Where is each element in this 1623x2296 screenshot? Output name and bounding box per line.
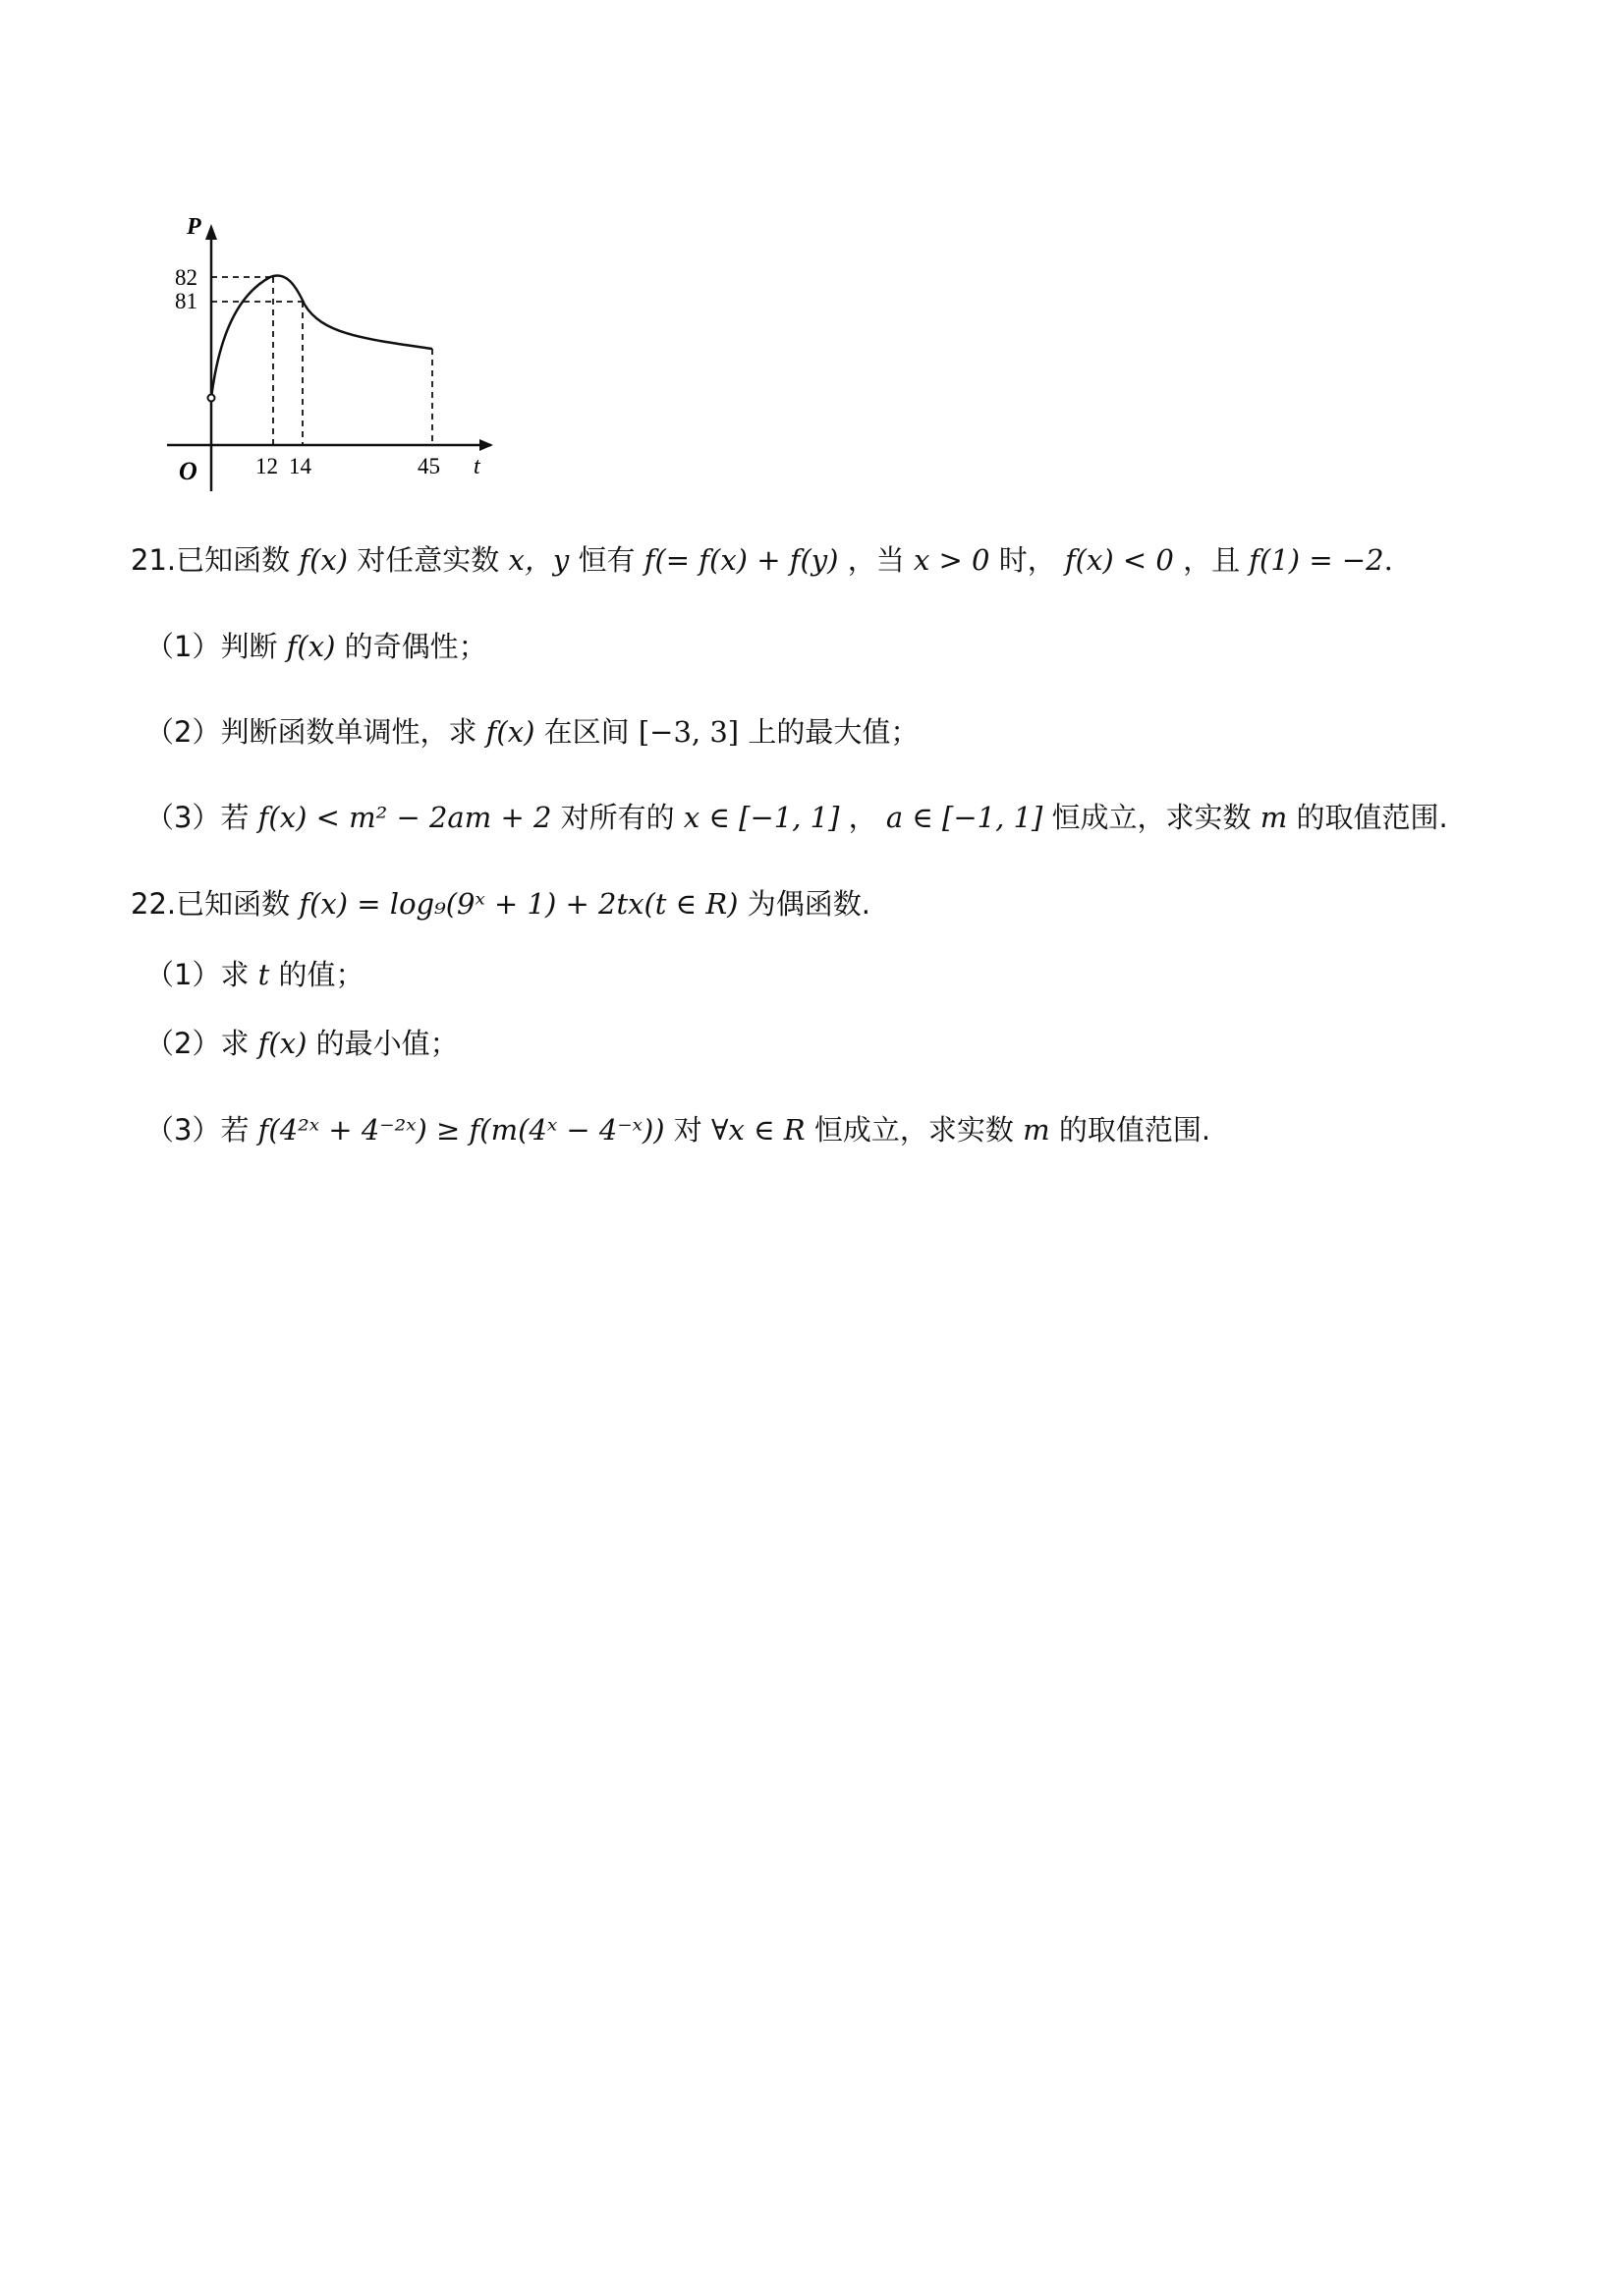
q22-part3: （3）若 f(4²ˣ + 4⁻²ˣ) ≥ f(m(4ˣ − 4⁻ˣ)) 对 ∀x ∈ R 恒成立，求实数 m 的取值范围. [145, 1113, 1211, 1147]
q22-part1: （1）求 t 的值； [145, 958, 364, 991]
x-tick-45: 45 [418, 454, 440, 478]
q21-stem: 21.已知函数 f(x) 对任意实数 x，y 恒有 f(= f(x) + f(y) ，当 x > 0 时， f(x) < 0 ，且 f(1) = −2. [131, 543, 1393, 577]
y-axis-arrow [205, 224, 217, 240]
q22-stem: 22.已知函数 f(x) = log₉(9ˣ + 1) + 2tx(t ∈ R) 为偶函数. [131, 887, 870, 921]
x-axis-label: t [474, 454, 480, 479]
x-tick-12: 12 [255, 454, 278, 478]
q22-part2: （2）求 f(x) 的最小值； [145, 1027, 459, 1060]
origin-label: O [179, 457, 197, 485]
pt-graph [157, 206, 511, 501]
x-axis-arrow [479, 439, 493, 451]
curve-start-point [208, 395, 215, 402]
x-tick-14: 14 [289, 454, 311, 478]
q21-part3: （3）若 f(x) < m² − 2am + 2 对所有的 x ∈ [−1, 1] ， a ∈ [−1, 1] 恒成立，求实数 m 的取值范围. [145, 801, 1448, 834]
y-tick-82: 82 [175, 265, 197, 290]
q21-part1: （1）判断 f(x) 的奇偶性； [145, 630, 487, 663]
q21-part2: （2）判断函数单调性，求 f(x) 在区间 [−3, 3] 上的最大值； [145, 715, 920, 749]
p-curve [211, 275, 432, 398]
y-tick-81: 81 [175, 289, 197, 313]
y-axis-label: P [187, 214, 201, 240]
